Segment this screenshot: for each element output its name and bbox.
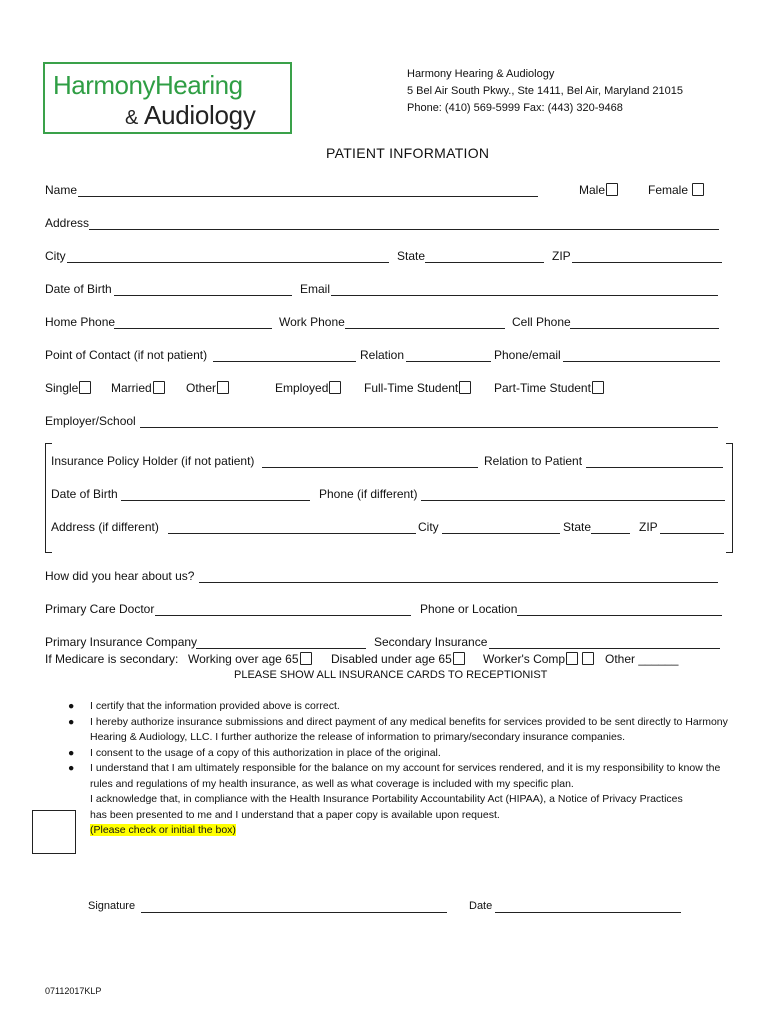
statement-item [66, 699, 736, 715]
date-field[interactable] [495, 912, 681, 913]
holder-zip-field[interactable] [660, 533, 724, 534]
practice-logo [43, 62, 292, 134]
working-over-65-option[interactable] [188, 652, 312, 666]
cell-phone-label: Cell Phone [512, 315, 571, 329]
policy-holder-label: Insurance Policy Holder (if not patient) [51, 454, 255, 468]
city-label: City [45, 249, 66, 263]
address-field[interactable] [89, 229, 719, 230]
statement-text: I consent to the usage of a copy of this authorization in place of the original. [90, 746, 441, 759]
employer-label: Employer/School [45, 414, 136, 428]
home-phone-field[interactable] [114, 328, 272, 329]
zip-field[interactable] [572, 262, 722, 263]
logo-audiology: Audiology [144, 100, 256, 130]
male-checkbox[interactable] [606, 183, 618, 196]
female-label: Female [648, 183, 689, 197]
holder-address-field[interactable] [168, 533, 416, 534]
logo-line1: HarmonyHearing [53, 70, 243, 100]
other-insurance-blank: ______ [638, 652, 679, 666]
workers-comp-checkbox[interactable] [566, 652, 578, 665]
phone-email-label: Phone/email [494, 348, 561, 362]
hipaa-initial-box[interactable] [32, 810, 76, 854]
pcp-label: Primary Care Doctor [45, 602, 155, 616]
relation-label: Relation [360, 348, 405, 362]
show-cards-notice: PLEASE SHOW ALL INSURANCE CARDS TO RECEPTIONIST [234, 669, 548, 681]
dob-label: Date of Birth [45, 282, 112, 296]
working-over-65-checkbox[interactable] [300, 652, 312, 665]
holder-city-field[interactable] [442, 533, 560, 534]
other-status-checkbox[interactable] [217, 381, 229, 394]
statement-item [66, 715, 736, 746]
full-time-student-option[interactable] [364, 381, 471, 395]
logo-amp: & [125, 107, 139, 129]
other-status-label: Other [186, 381, 217, 395]
check-note: (Please check or initial the box) [90, 824, 236, 836]
address-label: Address [45, 216, 90, 230]
disabled-under-65-checkbox[interactable] [453, 652, 465, 665]
employed-option[interactable] [275, 381, 341, 395]
workers-comp-option[interactable] [483, 652, 594, 666]
disabled-under-65-label: Disabled under age 65 [331, 652, 452, 666]
work-phone-field[interactable] [345, 328, 505, 329]
medicare-secondary-label: If Medicare is secondary: [45, 652, 179, 666]
statement-item [66, 761, 736, 792]
part-time-student-option[interactable] [494, 381, 604, 395]
form-code: 07112017KLP [45, 986, 102, 996]
pcp-phone-field[interactable] [517, 615, 722, 616]
form-title: PATIENT INFORMATION [326, 145, 490, 161]
other-insurance-option[interactable] [605, 652, 678, 666]
statement-text: I hereby authorize insurance submissions and direct payment of any medical benefits for services provided to be sent directly to Harmony Hearing & Audiology, LLC. I further authorize the release of information to primary/secondary insurance companies. [90, 715, 728, 743]
date-label: Date [469, 900, 493, 912]
work-phone-label: Work Phone [279, 315, 345, 329]
email-field[interactable] [331, 295, 718, 296]
married-label: Married [111, 381, 152, 395]
zip-label: ZIP [552, 249, 571, 263]
full-time-student-checkbox[interactable] [459, 381, 471, 394]
contact-field[interactable] [213, 361, 356, 362]
working-over-65-label: Working over age 65 [188, 652, 299, 666]
bullet-icon: ● [68, 762, 75, 774]
relation-field[interactable] [406, 361, 491, 362]
home-phone-label: Home Phone [45, 315, 116, 329]
employer-field[interactable] [140, 427, 718, 428]
authorization-statements [66, 699, 736, 839]
other-insurance-label: Other [605, 652, 636, 666]
practice-address: 5 Bel Air South Pkwy., Ste 1411, Bel Air, Maryland 21015 [407, 85, 683, 97]
policy-holder-field[interactable] [262, 467, 478, 468]
practice-info [407, 66, 683, 117]
married-option[interactable] [111, 381, 165, 395]
dob-field[interactable] [114, 295, 292, 296]
secondary-insurance-field[interactable] [489, 648, 720, 649]
holder-phone-label: Phone (if different) [319, 487, 418, 501]
practice-phone-fax: Phone: (410) 569-5999 Fax: (443) 320-9468 [407, 102, 623, 114]
employed-checkbox[interactable] [329, 381, 341, 394]
city-field[interactable] [67, 262, 389, 263]
relation-to-patient-field[interactable] [586, 467, 723, 468]
part-time-student-label: Part-Time Student [494, 381, 591, 395]
primary-insurance-field[interactable] [196, 648, 366, 649]
employed-label: Employed [275, 381, 329, 395]
logo-line2 [125, 100, 256, 133]
hipaa-item [66, 792, 736, 823]
holder-city-label: City [418, 520, 439, 534]
pcp-field[interactable] [155, 615, 411, 616]
female-checkbox[interactable] [692, 183, 704, 196]
how-heard-label: How did you hear about us? [45, 569, 195, 583]
statement-text: I certify that the information provided above is correct. [90, 700, 340, 712]
bullet-icon: ● [68, 715, 75, 728]
contact-label: Point of Contact (if not patient) [45, 348, 208, 362]
single-label: Single [45, 381, 79, 395]
bullet-icon: ● [68, 700, 75, 712]
pcp-phone-label: Phone or Location [420, 602, 518, 616]
insurance-bracket-right [726, 443, 733, 553]
name-field[interactable] [78, 196, 538, 197]
hipaa-text: I acknowledge that, in compliance with the Health Insurance Portability Accountability Act (HIPAA), a Notice of Privacy Practices has been presented to me and I understand that a paper copy is available upon request. [90, 793, 683, 821]
holder-zip-label: ZIP [639, 520, 658, 534]
how-heard-field[interactable] [199, 582, 718, 583]
married-checkbox[interactable] [153, 381, 165, 394]
male-option[interactable] [579, 183, 618, 197]
holder-address-label: Address (if different) [51, 520, 159, 534]
state-field[interactable] [425, 262, 544, 263]
bullet-icon: ● [68, 746, 75, 759]
secondary-insurance-label: Secondary Insurance [374, 635, 488, 649]
relation-to-patient-label: Relation to Patient [484, 454, 583, 468]
statement-text: I understand that I am ultimately responsible for the balance on my account for services rendered, and it is my responsibility to know the rules and regulations of my health insurance, as well as what coverage is included with my specific plan. [90, 762, 721, 790]
workers-comp-label: Worker's Comp [483, 652, 566, 666]
state-label: State [397, 249, 426, 263]
signature-label: Signature [88, 900, 136, 912]
disabled-under-65-option[interactable] [331, 652, 465, 666]
phone-email-field[interactable] [563, 361, 720, 362]
check-note-item [66, 823, 736, 839]
other-status-option[interactable] [186, 381, 229, 395]
female-option[interactable] [648, 183, 704, 197]
other-insurance-checkbox[interactable] [582, 652, 594, 665]
practice-name: Harmony Hearing & Audiology [407, 68, 555, 80]
cell-phone-field[interactable] [570, 328, 719, 329]
holder-state-label: State [563, 520, 592, 534]
holder-dob-label: Date of Birth [51, 487, 118, 501]
single-option[interactable] [45, 381, 91, 395]
signature-field[interactable] [141, 912, 447, 913]
part-time-student-checkbox[interactable] [592, 381, 604, 394]
primary-insurance-label: Primary Insurance Company [45, 635, 198, 649]
full-time-student-label: Full-Time Student [364, 381, 459, 395]
holder-phone-field[interactable] [421, 500, 725, 501]
statement-item [66, 746, 736, 762]
email-label: Email [300, 282, 331, 296]
name-label: Name [45, 183, 78, 197]
holder-dob-field[interactable] [121, 500, 310, 501]
holder-state-field[interactable] [591, 533, 630, 534]
male-label: Male [579, 183, 606, 197]
single-checkbox[interactable] [79, 381, 91, 394]
